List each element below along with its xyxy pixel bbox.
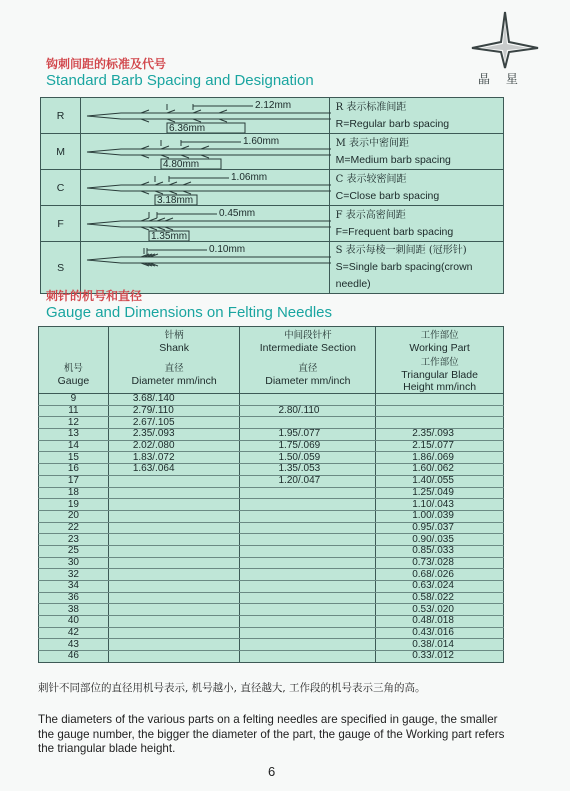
intermediate-cell [240,616,376,628]
shank-cell [108,522,240,534]
shank-cell [108,581,240,593]
gauge-cell: 17 [39,475,109,487]
table-row [39,651,504,663]
shank-cell [108,557,240,569]
barb-code: M [41,134,81,170]
gauge-cell: 43 [39,639,109,651]
working-cell [376,405,504,417]
shank-cell [108,475,240,487]
working-cell: 0.68/.026 [376,569,504,581]
shank-cell: 2.02/.080 [108,440,240,452]
dim-label-b: 6.36mm [169,123,206,133]
intermediate-cell [240,651,376,663]
gauge-cell: 38 [39,604,109,616]
barb-description [329,242,503,294]
needle-diagram [81,170,329,206]
section-title-cn: 钩刺间距的标准及代号 [46,57,167,71]
gauge-cell: 23 [39,534,109,546]
gauge-cell: 19 [39,499,109,511]
barb-description [329,134,503,170]
working-cell: 1.40/.055 [376,475,504,487]
shank-cell [108,616,240,628]
dim-label-b: 4.80mm [163,159,200,169]
gauge-cell: 30 [39,557,109,569]
note-cn: 刺针不同部位的直径用机号表示, 机号越小, 直径越大, 工作段的机号表示三角的高。 [38,682,426,694]
barb-desc-en: R=Regular barb spacing [335,117,450,130]
shank-cell [108,651,240,663]
intermediate-cell [240,604,376,616]
gauge-cell: 16 [39,464,109,476]
barb-row [41,170,504,206]
gauge-cell: 25 [39,545,109,557]
dim-label-b: 1.35mm [151,231,188,241]
barb-code: S [41,242,81,294]
page-number: 6 [268,764,276,779]
intermediate-cell [240,394,376,406]
table-row [39,616,504,628]
working-cell: 0.53/.020 [376,604,504,616]
shank-cell [108,604,240,616]
header-intermediate: 中间段针杆 Intermediate Section [240,327,376,356]
table-row [39,639,504,651]
intermediate-cell [240,534,376,546]
gauge-cell: 34 [39,581,109,593]
header-gauge: 机号 Gauge [39,355,109,394]
table-row [39,452,504,464]
intermediate-cell: 1.95/.077 [240,429,376,441]
gauge-table [38,326,504,663]
working-cell: 0.63/.024 [376,581,504,593]
needle-diagram [81,98,329,134]
header-blank [39,327,109,356]
working-cell: 0.58/.022 [376,592,504,604]
gauge-cell: 20 [39,510,109,522]
needle-diagram [81,134,329,170]
gauge-cell: 36 [39,592,109,604]
shank-cell: 3.68/.140 [108,394,240,406]
table-row [39,604,504,616]
barb-code: C [41,170,81,206]
shank-cell [108,510,240,522]
table-row [39,545,504,557]
intermediate-cell [240,569,376,581]
shank-cell: 2.35/.093 [108,429,240,441]
barb-row [41,242,504,294]
working-cell: 1.86/.069 [376,452,504,464]
intermediate-cell: 2.80/.110 [240,405,376,417]
needle-diagram [81,206,329,242]
gauge-cell: 15 [39,452,109,464]
intermediate-cell [240,581,376,593]
gauge-cell: 11 [39,405,109,417]
table-row [39,627,504,639]
table-row [39,534,504,546]
gauge-cell: 40 [39,616,109,628]
gauge-cell: 32 [39,569,109,581]
intermediate-cell [240,417,376,429]
gauge-cell: 42 [39,627,109,639]
table-row [39,569,504,581]
shank-cell: 2.67/.105 [108,417,240,429]
table-row [39,429,504,441]
gauge-cell: 9 [39,394,109,406]
working-cell: 0.73/.028 [376,557,504,569]
table-row [39,557,504,569]
header-shank: 针柄 Shank [108,327,240,356]
gauge-cell: 12 [39,417,109,429]
barb-description [329,206,503,242]
table-row [39,475,504,487]
intermediate-cell [240,639,376,651]
working-cell: 0.48/.018 [376,616,504,628]
barb-desc-en: M=Medium barb spacing [335,153,451,166]
working-cell: 0.38/.014 [376,639,504,651]
intermediate-cell [240,510,376,522]
barb-desc-cn: C 表示较密间距 [335,173,407,185]
table-row [39,487,504,499]
section-title-cn: 刺针的机号和直径 [46,289,143,303]
dim-label-a: 0.10mm [209,244,246,255]
table-row [39,499,504,511]
working-cell: 0.85/.033 [376,545,504,557]
table-row [39,464,504,476]
intermediate-cell [240,522,376,534]
barb-description [329,98,503,134]
header-diameter-2: 直径 Diameter mm/inch [240,355,376,394]
barb-spacing-table [40,97,504,294]
table-row [39,592,504,604]
header-triangular: 工作部位 Triangular Blade Height mm/inch [376,355,504,394]
section-title-en: Gauge and Dimensions on Felting Needles [46,304,333,321]
barb-desc-cn: S 表示每棱一刺间距 (冠形针) [335,245,467,256]
working-cell: 1.10/.043 [376,499,504,511]
working-cell: 0.90/.035 [376,534,504,546]
working-cell: 2.35/.093 [376,429,504,441]
shank-cell [108,627,240,639]
intermediate-cell [240,545,376,557]
working-cell [376,417,504,429]
shank-cell [108,569,240,581]
table-row [39,394,504,406]
gauge-cell: 46 [39,651,109,663]
working-cell: 1.00/.039 [376,510,504,522]
shank-cell: 1.63/.064 [108,464,240,476]
gauge-cell: 22 [39,522,109,534]
shank-cell: 1.83/.072 [108,452,240,464]
header-working: 工作部位 Working Part [376,327,504,356]
barb-description [329,170,503,206]
table-row [39,581,504,593]
shank-cell [108,545,240,557]
barb-code: R [41,98,81,134]
dim-label-b: 3.18mm [157,195,194,205]
table-row [39,440,504,452]
working-cell: 1.60/.062 [376,464,504,476]
intermediate-cell: 1.35/.053 [240,464,376,476]
logo-text: 晶 星 [478,72,524,86]
working-cell: 2.15/.077 [376,440,504,452]
barb-row [41,134,504,170]
working-cell: 1.25/.049 [376,487,504,499]
barb-code: F [41,206,81,242]
intermediate-cell [240,499,376,511]
working-cell: 0.43/.016 [376,627,504,639]
barb-desc-cn: R 表示标准间距 [335,101,407,113]
dim-label-a: 1.60mm [243,136,280,147]
intermediate-cell [240,627,376,639]
shank-cell [108,487,240,499]
barb-desc-cn: M 表示中密间距 [335,137,410,149]
shank-cell [108,592,240,604]
intermediate-cell [240,487,376,499]
note-en: The diameters of the various parts on a felting needles are specified in gauge, the smaller the gauge number, the bigger the diameter of the part, the gauge of the Working part refers the triangular blade height. [38,713,505,755]
intermediate-cell [240,557,376,569]
intermediate-cell: 1.50/.059 [240,452,376,464]
barb-desc-cn: F 表示高密间距 [335,209,406,221]
dim-label-a: 1.06mm [231,172,268,183]
shank-cell: 2.79/.110 [108,405,240,417]
working-cell [376,394,504,406]
shank-cell [108,639,240,651]
gauge-cell: 14 [39,440,109,452]
header-diameter: 直径 Diameter mm/inch [108,355,240,394]
intermediate-cell: 1.20/.047 [240,475,376,487]
barb-row [41,206,504,242]
table-row [39,510,504,522]
shank-cell [108,499,240,511]
section-title-en: Standard Barb Spacing and Designation [46,72,314,89]
gauge-cell: 13 [39,429,109,441]
working-cell: 0.33/.012 [376,651,504,663]
needle-diagram [81,242,329,294]
barb-desc-en: F=Frequent barb spacing [335,225,454,238]
intermediate-cell: 1.75/.069 [240,440,376,452]
intermediate-cell [240,592,376,604]
dim-label-a: 2.12mm [255,100,292,111]
barb-row [41,98,504,134]
dim-label-a: 0.45mm [219,208,256,219]
gauge-cell: 18 [39,487,109,499]
shank-cell [108,534,240,546]
table-row [39,522,504,534]
table-row [39,405,504,417]
barb-desc-en: S=Single barb spacing(crown needle) [335,261,473,290]
table-row [39,417,504,429]
barb-desc-en: C=Close barb spacing [335,189,440,202]
working-cell: 0.95/.037 [376,522,504,534]
